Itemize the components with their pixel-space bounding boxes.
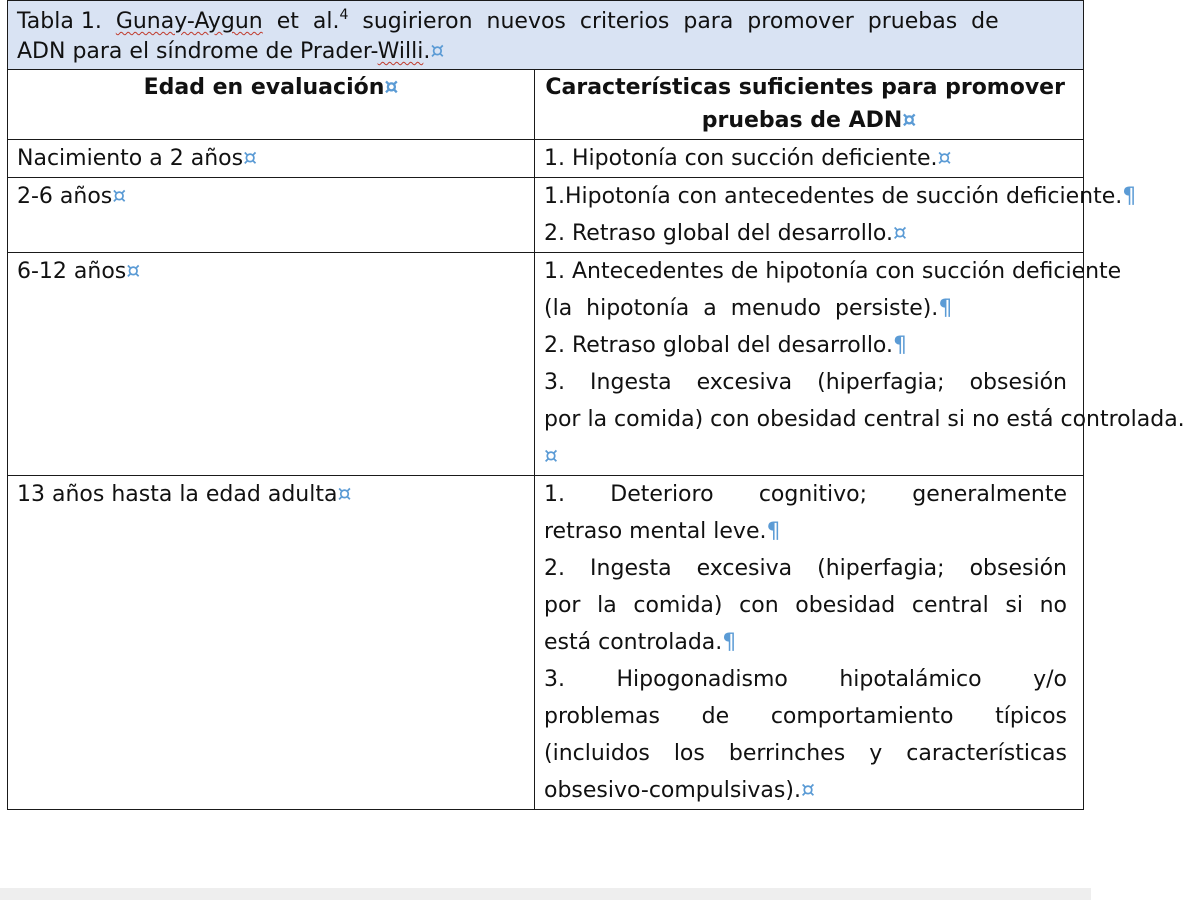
cell-end-mark: ¤ — [430, 39, 445, 64]
window-bottom-strip — [0, 888, 1091, 900]
criteria-table — [7, 0, 1185, 810]
criterion-text: 3. Hipogonadismo hipotalámico y/o problemas de comportamiento típicos (incluidos los berrinches y características obsesivo-compulsivas). — [544, 667, 1074, 803]
criterion-text: 2. Retraso global del desarrollo. — [544, 221, 893, 246]
header-age-label: Edad en evaluación — [143, 75, 385, 100]
criterion-text: 1. Antecedentes de hipotonía con succión deficiente (la hipotonía a menudo persiste). — [544, 259, 1129, 321]
header-criteria-label-2: pruebas de ADN — [701, 108, 903, 133]
cell-end-mark: ¤ — [902, 108, 917, 133]
criterion-paragraph — [544, 476, 1074, 550]
criteria-cell[interactable] — [535, 253, 1185, 476]
table-row — [8, 253, 1084, 476]
pilcrow-mark: ¶ — [766, 519, 781, 544]
criterion-text: 2. Ingesta excesiva (hiperfagia; obsesión por la comida) con obesidad central si no está controlada. — [544, 556, 1074, 655]
caption-row — [8, 1, 1084, 70]
age-text: 13 años hasta la edad adulta — [17, 482, 338, 507]
cell-end-mark: ¤ — [544, 444, 558, 469]
table-row — [8, 476, 1084, 810]
criterion-text: 2. Retraso global del desarrollo. — [544, 333, 893, 358]
criterion-paragraph — [544, 140, 1074, 177]
criterion-paragraph — [544, 364, 1185, 475]
age-cell[interactable] — [8, 253, 535, 476]
criteria-cell[interactable] — [535, 476, 1084, 810]
table-row — [8, 178, 1084, 253]
age-cell[interactable] — [8, 476, 535, 810]
criteria-cell[interactable] — [535, 140, 1084, 178]
header-criteria-label-1: Características suficientes para promover — [545, 75, 1073, 100]
caption-rest-1: sugirieron nuevos criterios para promover pruebas de — [348, 9, 1006, 34]
criterion-paragraph — [544, 327, 1074, 364]
cell-end-mark: ¤ — [893, 221, 907, 246]
caption-rest-2: ADN para el síndrome de Prader- — [17, 39, 378, 64]
cell-end-mark: ¤ — [800, 778, 815, 803]
age-text: 6-12 años — [17, 259, 127, 284]
criterion-paragraph — [544, 550, 1074, 661]
pilcrow-mark: ¶ — [1122, 184, 1137, 209]
caption-author: Gunay-Aygun — [115, 9, 263, 34]
cell-end-mark: ¤ — [337, 482, 352, 507]
cell-end-mark: ¤ — [937, 146, 952, 171]
pilcrow-mark: ¶ — [893, 333, 907, 358]
criterion-paragraph — [544, 253, 1129, 327]
criterion-text: 1. Hipotonía con succión deficiente. — [544, 146, 938, 171]
caption-middle: et al. — [262, 9, 340, 34]
criterion-text: 1.Hipotonía con antecedentes de succión deficiente. — [544, 184, 1123, 209]
cell-end-mark: ¤ — [126, 259, 141, 284]
cell-end-mark: ¤ — [243, 146, 258, 171]
age-cell[interactable] — [8, 178, 535, 253]
header-row — [8, 70, 1084, 140]
criterion-paragraph — [544, 215, 1074, 252]
header-age[interactable] — [8, 70, 535, 140]
cell-end-mark: ¤ — [112, 184, 127, 209]
pilcrow-mark: ¶ — [722, 630, 737, 655]
criteria-cell[interactable] — [535, 178, 1137, 253]
table-caption[interactable] — [8, 1, 1084, 70]
caption-superscript: 4 — [339, 7, 349, 23]
caption-prefix: Tabla 1. — [17, 9, 116, 34]
table-body — [8, 140, 1185, 810]
pilcrow-mark: ¶ — [938, 296, 953, 321]
age-cell[interactable] — [8, 140, 535, 178]
criterion-text: 3. Ingesta excesiva (hiperfagia; obsesión por la comida) con obesidad central si no está controlada. — [544, 370, 1185, 432]
age-text: 2-6 años — [17, 184, 113, 209]
header-criteria[interactable] — [535, 70, 1084, 140]
criterion-text: 1. Deterioro cognitivo; generalmente retraso mental leve. — [544, 482, 1074, 544]
table-row — [8, 140, 1084, 178]
criterion-paragraph — [544, 178, 1137, 215]
cell-end-mark: ¤ — [384, 75, 399, 100]
age-text: Nacimiento a 2 años — [17, 146, 244, 171]
criterion-paragraph — [544, 661, 1074, 809]
caption-willi: Willi — [377, 39, 424, 64]
caption-end: . — [423, 39, 431, 64]
